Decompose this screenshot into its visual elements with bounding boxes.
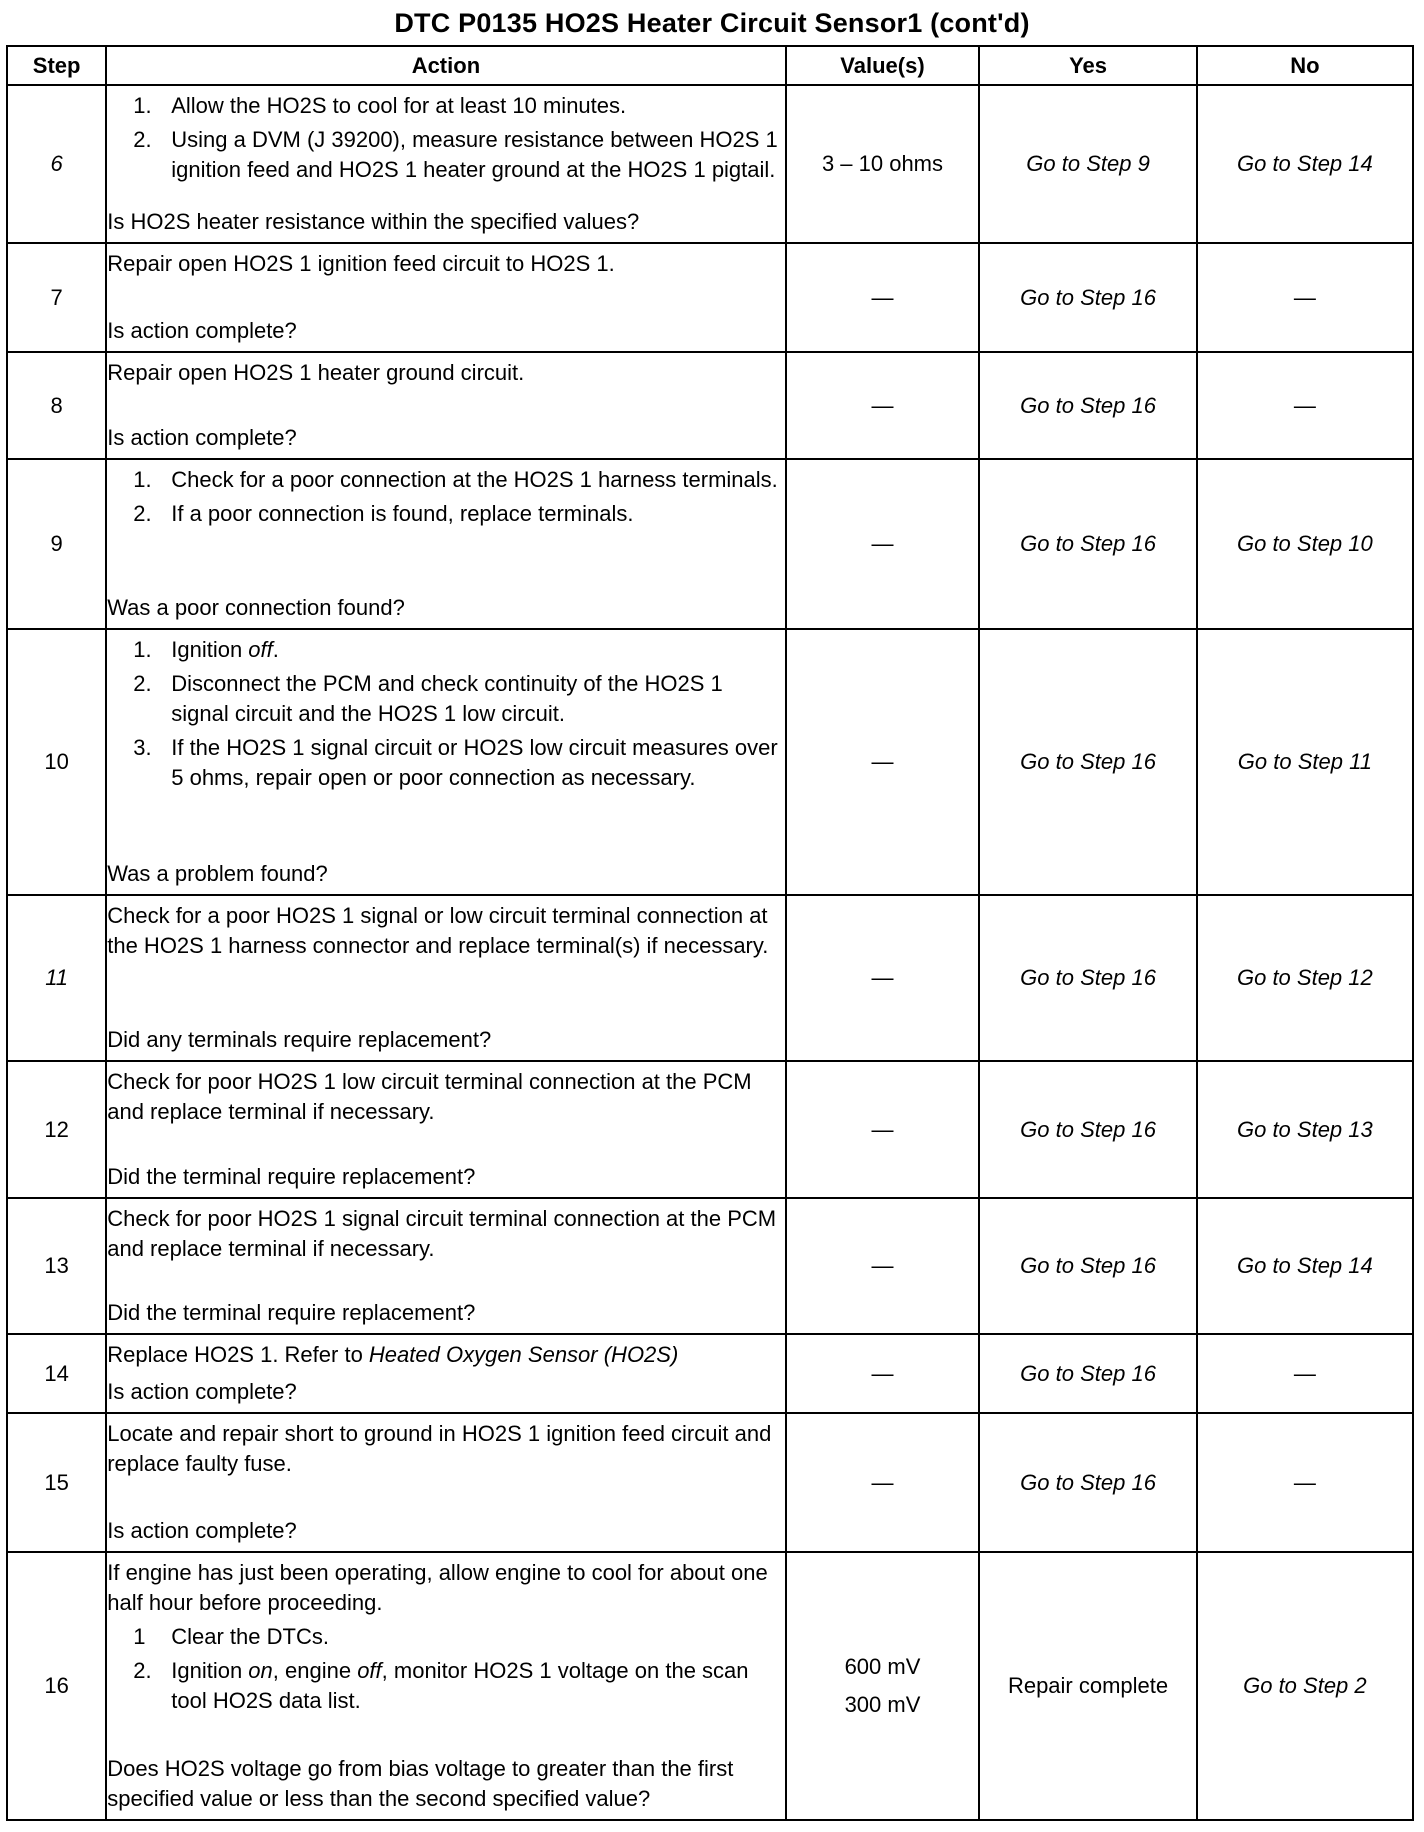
header-row [7,46,1413,85]
value-cell: — [786,1061,980,1198]
no-cell: Go to Step 14 [1197,1198,1413,1334]
table-row [7,1413,1413,1552]
step-number: 12 [7,1061,106,1198]
no-cell: Go to Step 2 [1197,1552,1413,1820]
table-row [7,629,1413,895]
no-value: — [1293,1469,1316,1495]
reference-title: Heated Oxygen Sensor (HO2S) [368,1342,679,1367]
action-cell [106,85,785,243]
item-text: Check for a poor connection at the HO2S 1 harness terminals. [171,467,778,492]
action-question: Was a poor connection found? [107,595,405,620]
action-question: Is action complete? [107,1379,297,1404]
yes-cell: Repair complete [979,1552,1196,1820]
step-number: 16 [7,1552,106,1820]
action-question: Is action complete? [107,1518,297,1543]
yes-cell: Go to Step 16 [979,629,1196,895]
value-cell [786,85,980,243]
no-cell: Go to Step 13 [1197,1061,1413,1198]
value-cell: — [786,243,980,352]
action-question: Does HO2S voltage go from bias voltage to greater than the first specified value or less than the second specified value? [107,1756,734,1811]
step-number: 9 [7,459,106,629]
item-number: 2. [133,501,152,526]
action-text: Repair open HO2S 1 ignition feed circuit to HO2S 1. [107,251,615,276]
item-text: If the HO2S 1 signal circuit or HO2S low circuit measures over 5 ohms, repair open or poor connection as necessary. [171,735,778,790]
no-value: — [1293,392,1316,418]
action-cell [106,1334,785,1413]
table-row [7,352,1413,459]
table-row [7,85,1413,243]
action-cell [106,352,785,459]
item-text: Disconnect the PCM and check continuity of the HO2S 1 signal circuit and the HO2S 1 low circuit. [171,671,723,726]
diagnostic-table [6,45,1414,1821]
action-cell [106,1552,785,1820]
step-number: 7 [7,243,106,352]
item-text-end: , monitor HO2S 1 voltage on the scan tool HO2S data list. [171,1658,749,1713]
action-list [107,635,784,797]
no-cell: Go to Step 14 [1197,85,1413,243]
value-cell: — [786,459,980,629]
action-cell [106,1198,785,1334]
action-cell [106,243,785,352]
yes-cell: Go to Step 16 [979,1334,1196,1413]
no-cell: Go to Step 11 [1197,629,1413,895]
item-number: 1. [133,637,152,662]
item-text: Allow the HO2S to cool for at least 10 minutes. [171,93,627,118]
action-cell [106,459,785,629]
value-text: 600 mV [844,1654,921,1679]
step-number: 13 [7,1198,106,1334]
value-cell: — [786,895,980,1061]
value-text-2: 300 mV [844,1692,921,1717]
action-text: Check for a poor HO2S 1 signal or low circuit terminal connection at the HO2S 1 harness connector and replace terminal(s) if necessary. [107,903,769,958]
list-item [107,1656,784,1716]
action-text: Locate and repair short to ground in HO2S 1 ignition feed circuit and replace faulty fuse. [107,1421,772,1476]
action-question: Did the terminal require replacement? [107,1300,476,1325]
action-text: Check for poor HO2S 1 low circuit terminal connection at the PCM and replace terminal if necessary. [107,1069,752,1124]
item-text: Ignition [171,637,249,662]
action-list [107,465,784,533]
item-number: 1. [133,93,152,118]
item-text-end: . [272,637,279,662]
item-number: 1. [133,467,152,492]
yes-cell: Go to Step 16 [979,352,1196,459]
item-text: If a poor connection is found, replace terminals. [171,501,634,526]
yes-cell: Go to Step 16 [979,459,1196,629]
no-value: — [1293,284,1316,310]
item-emphasis-2: off [357,1658,382,1683]
table-row [7,459,1413,629]
no-cell [1197,1413,1413,1552]
yes-cell: Go to Step 9 [979,85,1196,243]
value-cell: — [786,1198,980,1334]
action-text [107,1340,784,1370]
value-cell: — [786,352,980,459]
action-text: Check for poor HO2S 1 signal circuit terminal connection at the PCM and replace terminal if necessary. [107,1206,777,1261]
table-row [7,1061,1413,1198]
no-cell [1197,352,1413,459]
yes-cell: Go to Step 16 [979,1413,1196,1552]
item-number: 2. [133,1658,152,1683]
yes-cell: Go to Step 16 [979,895,1196,1061]
item-number: 2. [133,127,152,152]
action-list [107,91,784,189]
list-item [107,465,784,495]
action-cell [106,1061,785,1198]
table-row [7,1334,1413,1413]
list-item [107,125,784,185]
table-row [7,895,1413,1061]
action-list [107,1622,784,1720]
action-question: Was a problem found? [107,861,328,886]
action-question: Did any terminals require replacement? [107,1027,492,1052]
item-emphasis: on [248,1658,273,1683]
step-number: 8 [7,352,106,459]
item-number: 2. [133,671,152,696]
action-text: If engine has just been operating, allow engine to cool for about one half hour before proceeding. [107,1560,768,1615]
action-text-part: Replace HO2S 1. Refer to [107,1342,369,1367]
item-text: Using a DVM (J 39200), measure resistance between HO2S 1 ignition feed and HO2S 1 heater ground at the HO2S 1 pigtail. [171,127,778,182]
step-number: 6 [7,85,106,243]
value-cell: — [786,1334,980,1413]
step-number: 11 [7,895,106,1061]
no-cell [1197,1334,1413,1413]
item-text: Clear the DTCs. [171,1624,329,1649]
list-item [107,635,784,665]
step-number: 15 [7,1413,106,1552]
list-item [107,499,784,529]
table-row [7,1198,1413,1334]
page-title: DTC P0135 HO2S Heater Circuit Sensor1 (cont'd) [394,8,1030,38]
header-step: Step [7,46,106,85]
yes-cell: Go to Step 16 [979,1198,1196,1334]
action-cell [106,1413,785,1552]
action-question: Did the terminal require replacement? [107,1164,476,1189]
action-cell [106,895,785,1061]
value-text: 3 – 10 ohms [821,151,944,176]
list-item [107,1622,784,1652]
value-cell: — [786,629,980,895]
table-row [7,1552,1413,1820]
action-text: Repair open HO2S 1 heater ground circuit. [107,360,525,385]
header-action: Action [106,46,785,85]
action-cell [106,629,785,895]
value-cell: — [786,1413,980,1552]
yes-cell: Go to Step 16 [979,243,1196,352]
item-text-mid: , engine [272,1658,358,1683]
no-cell: Go to Step 12 [1197,895,1413,1061]
value-cell [786,1552,980,1820]
step-number: 14 [7,1334,106,1413]
list-item [107,733,784,793]
header-yes: Yes [979,46,1196,85]
item-text: Ignition [171,1658,249,1683]
no-cell: Go to Step 10 [1197,459,1413,629]
list-item [107,669,784,729]
no-value: — [1293,1360,1316,1386]
no-cell [1197,243,1413,352]
item-number: 1 [133,1624,146,1649]
item-emphasis: off [248,637,273,662]
action-question: Is HO2S heater resistance within the specified values? [107,209,640,234]
table-row [7,243,1413,352]
list-item [107,91,784,121]
header-no: No [1197,46,1413,85]
header-values: Value(s) [786,46,980,85]
step-number: 10 [7,629,106,895]
item-number: 3. [133,735,152,760]
yes-cell: Go to Step 16 [979,1061,1196,1198]
action-question: Is action complete? [107,425,297,450]
action-question: Is action complete? [107,318,297,343]
